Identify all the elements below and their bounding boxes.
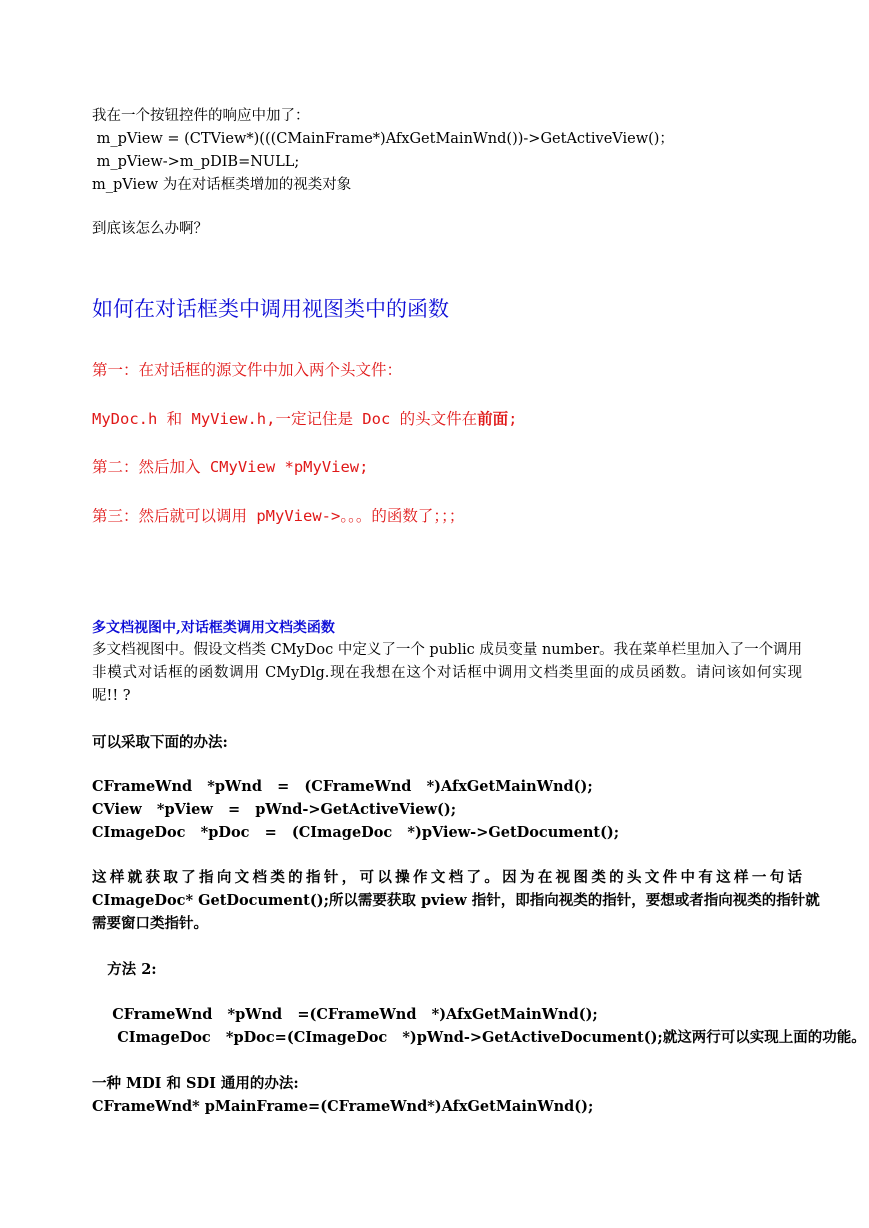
step-line — [92, 408, 518, 430]
text-line: m_pView 为在对话框类增加的视类对象 — [92, 177, 352, 193]
section-heading: 如何在对话框类中调用视图类中的函数 — [92, 297, 449, 321]
step-text: 第一：在对话框的源文件中加入两个头文件： — [92, 361, 403, 379]
paragraph-line: 需要窗口类指针。 — [92, 915, 208, 932]
step-line — [92, 359, 402, 381]
code-line: CView *pView = pWnd->GetActiveView(); — [92, 801, 457, 818]
text-line: 我在一个按钮控件的响应中加了： — [92, 108, 310, 124]
paragraph-line: 呢!! ? — [92, 688, 131, 704]
code-line: m_pView->m_pDIB=NULL; — [92, 154, 300, 170]
code-line: CFrameWnd *pWnd =(CFrameWnd *)AfxGetMainWnd(); — [92, 1006, 598, 1023]
step-text: ; — [508, 410, 518, 428]
method-intro: 可以采取下面的办法: — [92, 734, 228, 751]
method-2-label: 方法 2: — [92, 961, 157, 978]
question-line: 到底该怎么办啊？ — [92, 221, 208, 237]
paragraph-line: 这样就获取了指向文档类的指针，可以操作文档了。因为在视图类的头文件中有这样一句话 — [92, 869, 802, 886]
code-line: CFrameWnd *pWnd = (CFrameWnd *)AfxGetMainWnd(); — [92, 778, 593, 795]
code-line: CImageDoc *pDoc = (CImageDoc *)pView->GetDocument(); — [92, 824, 620, 841]
code-line: m_pView = (CTView*)(((CMainFrame*)AfxGetMainWnd())->GetActiveView()； — [92, 131, 674, 147]
paragraph-line: CImageDoc* GetDocument();所以需要获取 pview 指针，即指向视类的指针，要想或者指向视类的指针就 — [92, 892, 820, 909]
code-line: CFrameWnd* pMainFrame=(CFrameWnd*)AfxGetMainWnd(); — [92, 1098, 594, 1115]
step-line: 第三：然后就可以调用 pMyView->。。。的函数了；；； — [92, 507, 465, 525]
step-text: MyDoc.h 和 MyView.h,一定记住是 Doc 的头文件在 — [92, 410, 478, 428]
step-line: 第二：然后加入 CMyView *pMyView; — [92, 458, 369, 476]
mdi-intro: 一种 MDI 和 SDI 通用的办法: — [92, 1075, 299, 1092]
paragraph-line: 非模式对话框的函数调用 CMyDlg.现在我想在这个对话框中调用文档类里面的成员函数。请问该如何实现 — [92, 665, 802, 681]
paragraph-line: 多文档视图中。假设文档类 CMyDoc 中定义了一个 public 成员变量 number。我在菜单栏里加入了一个调用 — [92, 642, 803, 658]
emphasis-text: 前面 — [477, 409, 509, 428]
code-line: CImageDoc *pDoc=(CImageDoc *)pWnd->GetActiveDocument();就这两行可以实现上面的功能。 — [92, 1029, 866, 1046]
subsection-heading: 多文档视图中,对话框类调用文档类函数 — [92, 620, 335, 636]
